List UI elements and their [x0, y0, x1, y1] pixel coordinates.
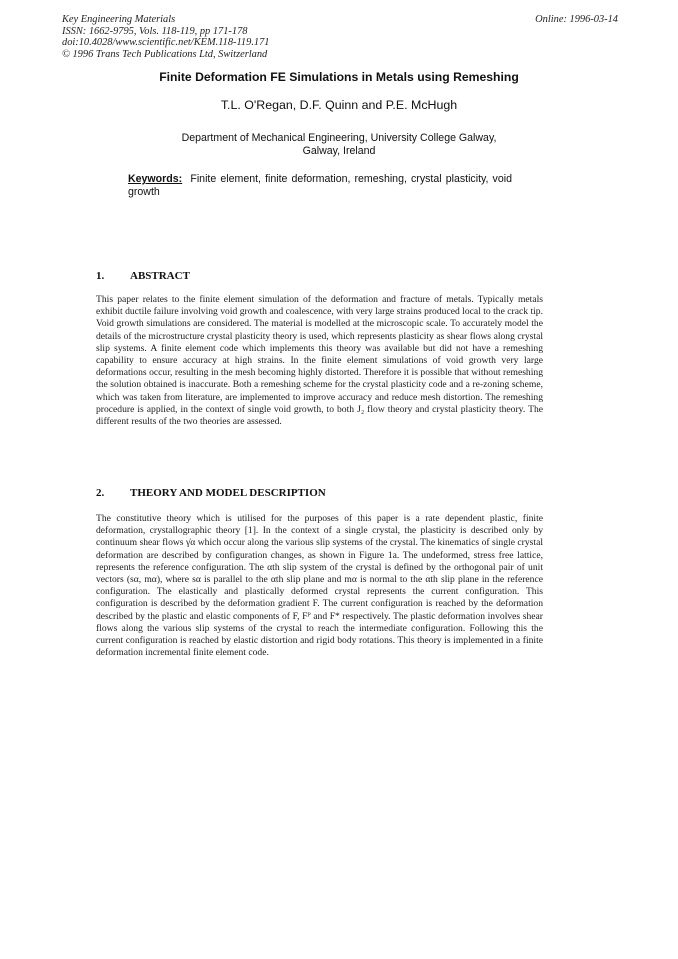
online-date: Online: 1996-03-14 [535, 14, 618, 25]
affiliation [140, 132, 538, 158]
issn-line: ISSN: 1662-9795, Vols. 118-119, pp 171-178 [62, 25, 248, 37]
abstract-number: 1. [96, 270, 105, 282]
abstract-title: ABSTRACT [130, 270, 190, 282]
paper-title: Finite Deformation FE Simulations in Metals using Remeshing [159, 70, 519, 84]
affiliation-line-2: Galway, Ireland [302, 145, 376, 157]
keywords-block [128, 173, 512, 199]
theory-paragraph: The constitutive theory which is utilised for the purposes of this paper is a rate dependent plastic, finite deformation, crystallographic theory [1]. In the context of a single crystal, the plasticity is described only by continuum shear flows γ̇α which occur along the various slip systems of the crystal. The kinematics of single crystal deformation are described by configuration changes, as shown in Figure 1a. The undeformed, stress free lattice, represents the reference configuration. The αth slip system of the crystal is defined by the orthogonal pair of unit vectors (sα, mα), where sα is parallel to the αth slip plane and mα is normal to the αth slip plane in the reference configuration. The elastically and plastically deformed crystal represents the current configuration. This configuration is described by the deformation gradient F. The current configuration is reached by the deformation described by the plastic and elastic components of F, Fᴾ and F* respectively. The plastic deformation involves shear flows along the various slip systems of the crystal to reach the intermediate configuration. Following this the current configuration is reached by elastic distortion and rigid body rotations. This theory is implemented in a finite deformation incremental finite element code. [96, 513, 543, 659]
affiliation-line-1: Department of Mechanical Engineering, University College Galway, [181, 132, 497, 144]
theory-title: THEORY AND MODEL DESCRIPTION [130, 487, 326, 499]
abstract-heading [96, 270, 190, 282]
journal-name: Key Engineering Materials [62, 14, 176, 25]
copyright-line: © 1996 Trans Tech Publications Ltd, Switzerland [62, 48, 268, 60]
doi-link[interactable]: doi:10.4028/www.scientific.net/KEM.118-119.171 [62, 37, 270, 49]
theory-number: 2. [96, 487, 105, 499]
journal-header [62, 14, 270, 60]
keywords-label: Keywords: [128, 173, 183, 185]
theory-heading [96, 487, 326, 499]
abstract-paragraph: This paper relates to the finite element simulation of the deformation and fracture of metals. Typically metals exhibit ductile failure involving void growth and coalescence, with very large strains produced local to the crack tip. Void growth simulations are considered. The material is modelled at the microscopic scale. To accurately model the details of the microstructure crystal plasticity theory is used, which represents plasticity as shear flows along crystal slip systems. A finite element code which implements this theory was available but did not have a remeshing capability to ensure accuracy at high strains. In the finite element simulations of void growth very large deformations occur, resulting in the mesh becoming highly distorted. Therefore it is possible that without remeshing the solution obtained is inaccurate. Both a remeshing scheme for the crystal plasticity code and a re-zoning scheme, which was taken from literature, are implemented to improve accuracy and reduce mesh distortion. The remeshing procedure is applied, in the context of single void growth, to both J₂ flow theory and crystal plasticity theory. The different results of the two theories are assessed. [96, 294, 543, 428]
keywords-text: Finite element, finite deformation, remeshing, crystal plasticity, void growth [128, 173, 512, 198]
author-list: T.L. O'Regan, D.F. Quinn and P.E. McHugh [220, 98, 458, 112]
